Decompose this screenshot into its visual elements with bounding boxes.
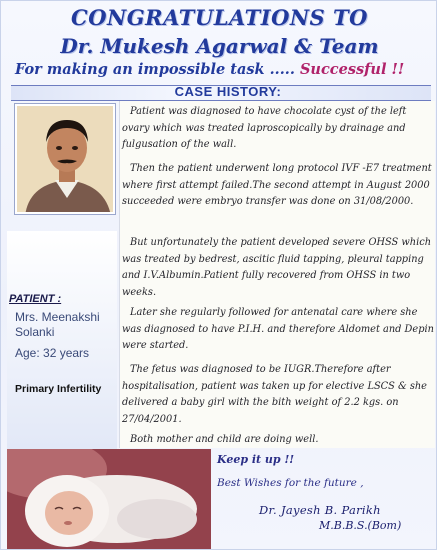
patient-age: Age: 32 years xyxy=(15,346,90,360)
doctor-portrait-image xyxy=(17,106,115,214)
history-paragraph: Then the patient underwent long protocol IVF -E7 treatment where first attempt failed.The second attempt in August 2000 succeeded were embryo transfer was done on 31/08/2000. xyxy=(122,163,432,207)
patient-name: Mrs. Meenakshi Solanki xyxy=(15,310,100,339)
baby-image xyxy=(7,449,211,549)
signing-doctor-name: Dr. Jayesh B. Parikh xyxy=(259,503,381,517)
header-line-tagline xyxy=(15,61,435,78)
doctor-photo xyxy=(15,104,115,214)
case-history-heading: CASE HISTORY: xyxy=(174,84,282,99)
history-paragraph: Patient was diagnosed to have chocolate cyst of the left ovary which was treated laproscopically by drainage and fulgusation of the wall. xyxy=(122,106,407,150)
baby-photo xyxy=(7,449,211,549)
tagline-main: For making an impossible task ..... xyxy=(15,61,300,78)
history-paragraph: The fetus was diagnosed to be IUGR.Therefore after hospitalisation, patient was taken up for elective LSCS & she delivered a baby girl with the bith weight of 2.2 kgs. on 27/04/2001. xyxy=(122,364,427,425)
history-paragraph: Both mother and child are doing well. xyxy=(130,434,319,445)
history-paragraph: Later she regularly followed for antenatal care where she was diagnosed to have P.I.H. and therefore Aldomet and Depin were started. xyxy=(122,307,434,351)
signing-doctor-degree: M.B.B.S.(Bom) xyxy=(319,519,402,532)
patient-label: PATIENT : xyxy=(9,293,62,305)
history-paragraph: But unfortunately the patient developed severe OHSS which was treated by bedrest, ascitic fluid tapping, pleural tapping and I.V.Albumin.Patient fully recovered from OHSS in two weeks. xyxy=(122,237,432,298)
header-line-congratulations: CONGRATULATIONS TO xyxy=(71,5,368,30)
best-wishes-text: Best Wishes for the future , xyxy=(217,477,364,489)
header-line-doctor-team: Dr. Mukesh Agarwal & Team xyxy=(60,34,379,58)
keep-it-up-text: Keep it up !! xyxy=(217,453,295,466)
tagline-accent: Successful !! xyxy=(299,61,405,78)
patient-diagnosis: Primary Infertility xyxy=(15,383,102,395)
patient-sidebar xyxy=(7,231,117,449)
